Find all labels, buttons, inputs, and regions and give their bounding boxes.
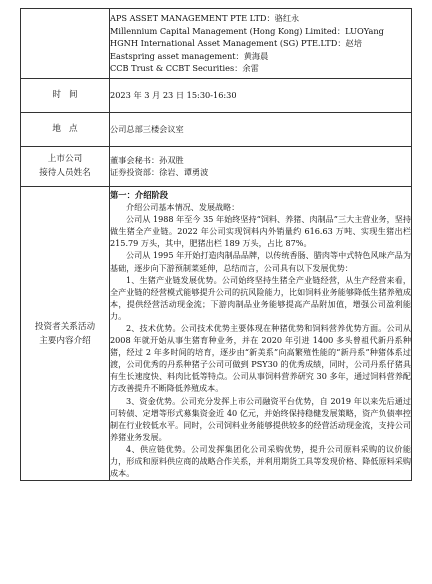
location-label: 地点 xyxy=(52,124,86,135)
participant-line: APS ASSET MANAGEMENT PTE LTD：骆红永 xyxy=(110,13,300,23)
receptionist-cell xyxy=(110,146,412,186)
content-label-line: 投资者关系活动 xyxy=(34,321,96,332)
time-label-cell xyxy=(21,78,110,112)
participant-line: Millennium Capital Management (Hong Kong) Limited：LUOYang xyxy=(110,25,384,36)
receptionist-line: 董事会秘书：孙双胜 xyxy=(110,154,184,165)
time-row xyxy=(21,78,412,112)
participants-row xyxy=(21,9,412,79)
participant-line: HGNH International Asset Management (SG) PTE.LTD：赵培 xyxy=(110,38,362,49)
content-paragraph: 4、供应链优势。公司发挥集团化公司采购优势，提升公司原料采购的议价能力，形成和原料供应商的战略合作关系，并利用期货工具等发现价格、降低原料采购成本。 xyxy=(110,443,411,479)
participants-label-cell xyxy=(21,9,110,79)
participants-cell xyxy=(110,9,412,79)
receptionist-label-cell xyxy=(21,146,110,186)
time-value: 2023 年 3 月 23 日 15:30-16:30 xyxy=(110,78,412,112)
content-row xyxy=(21,186,412,480)
section-title: 第一：介绍阶段 xyxy=(110,189,169,200)
location-value: 公司总部三楼会议室 xyxy=(110,112,412,146)
receptionist-row xyxy=(21,146,412,186)
participant-line: CCB Trust & CCBT Securities：余雷 xyxy=(110,63,259,74)
content-paragraph: 3、资金优势。公司充分发挥上市公司融资平台优势，自 2019 年以来先后通过可转债、定增等形式募集资金近 40 亿元，并始终保持稳健发展策略，资产负债率控制在行业较低水平。同时，公司饲料业务能够提供较多的经营活动现金流，支持公司养猪业务发展。 xyxy=(110,395,411,442)
document-page xyxy=(20,8,412,481)
content-cell xyxy=(110,186,412,480)
content-paragraph: 1、生猪产业链发展优势。公司始终坚持生猪全产业链经营，从生产经营来看，全产业链的经营模式能够提升公司的抗风险能力，比如饲料业务能够降低生猪养殖成本，提供经营活动现金流；下游肉制品业务能够提高产品附加值，增强公司盈利能力。 xyxy=(110,274,411,321)
receptionist-line: 证券投资部：徐岩、谭勇波 xyxy=(110,167,209,178)
receptionist-label-line: 上市公司 xyxy=(47,154,83,165)
location-row xyxy=(21,112,412,146)
content-label-line: 主要内容介绍 xyxy=(39,335,91,346)
research-record-table xyxy=(20,8,412,481)
content-paragraph: 公司从 1995 年开始打造肉制品品牌，以传统香肠、腊肉等中式特色风味产品为基础，逐步向下游预制菜延伸，总结而言，公司具有以下发展优势： xyxy=(110,250,411,273)
content-paragraph: 2、技术优势。公司技术优势主要体现在种猪优势和饲料营养优势方面。公司从 2008 年就开始从事生猪育种业务，并在 2020 年引进 1400 多头曾祖代新丹系种猪，经过 2 年多时间的培育，逐步由“新美系”向高繁殖性能的“新丹系”种猪体系过渡，公司优秀的丹系种猪子公司可做到 PSY30 的优秀成绩，同时，公司丹系仔猪具有生长速度快、料肉比低等特点。公司从事饲料营养研究 30 多年，通过饲料营养配方改善提升不断降低养殖成本。 xyxy=(110,323,411,394)
receptionist-label-line: 接待人员姓名 xyxy=(39,168,91,179)
content-label-cell xyxy=(21,186,110,480)
location-label-cell xyxy=(21,112,110,146)
content-paragraph: 公司从 1988 年至今 35 年始终坚持“饲料、养猪、肉制品”三大主营业务，坚持做生猪全产业链。2022 年公司实现饲料内外销量约 616.63 万吨、实现生猪出栏 215.79 万头，其中，肥猪出栏 189 万头，占比 87%。 xyxy=(110,214,411,249)
participant-line: Eastspring asset management：黄海晨 xyxy=(110,50,269,61)
time-label: 时间 xyxy=(52,90,86,101)
content-paragraph: 介绍公司基本情况、发展战略： xyxy=(126,202,240,213)
